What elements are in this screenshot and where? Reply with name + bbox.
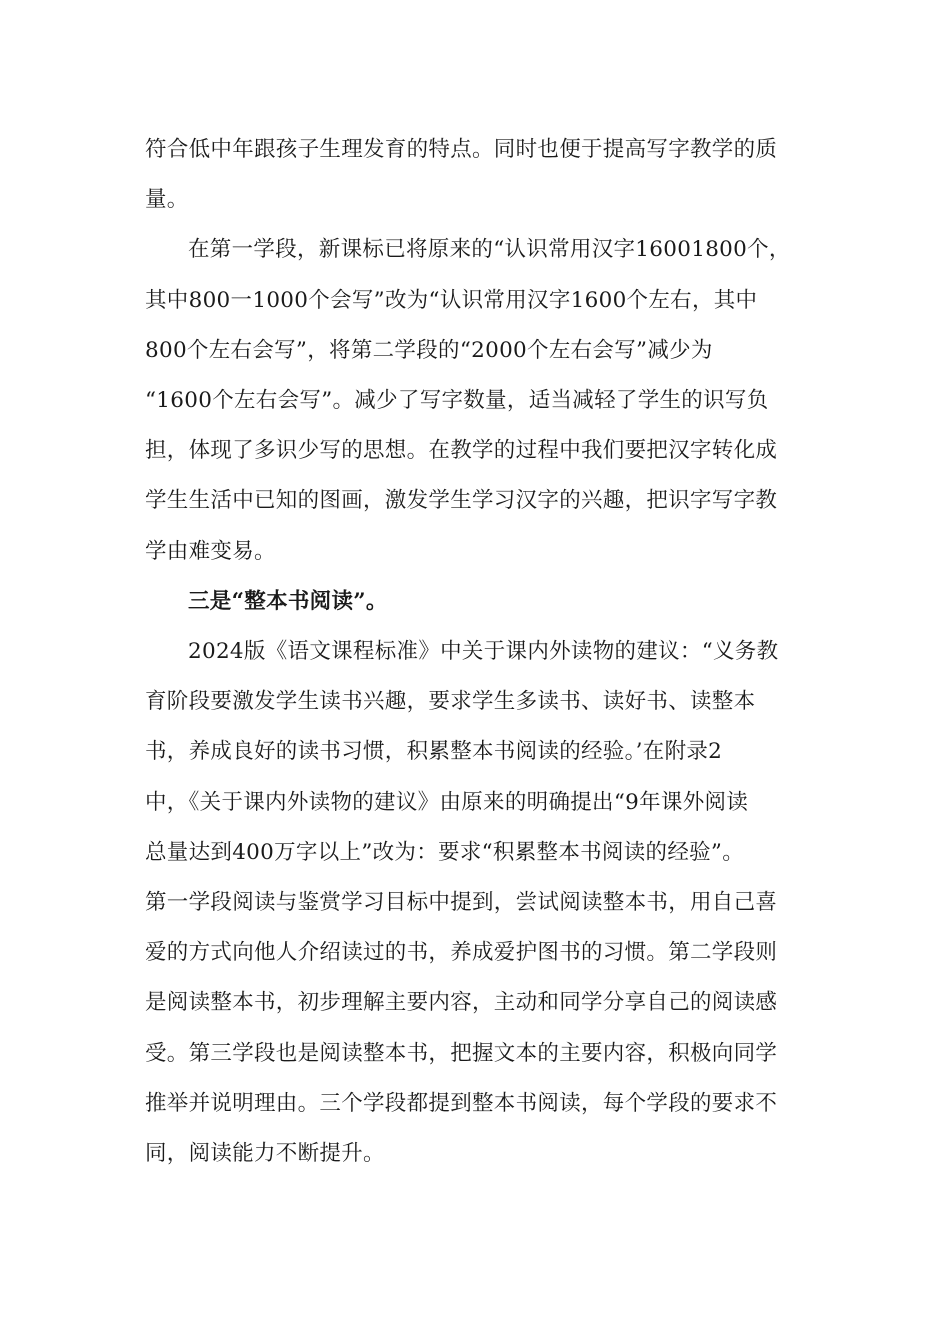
- text-line: 800个左右会写”，将第二学段的“2000个左右会写”减少为: [145, 338, 713, 363]
- text-line: 爱的方式向他人介绍读过的书，养成爱护图书的习惯。第二学段则: [145, 940, 778, 965]
- text-line: 是阅读整本书，初步理解主要内容，主动和同学分享自己的阅读感: [145, 990, 778, 1015]
- text-line: 同，阅读能力不断提升。: [145, 1141, 385, 1166]
- text-line: 学生生活中已知的图画，激发学生学习汉字的兴趣，把识字写字教: [145, 488, 778, 513]
- text-line: 第一学段阅读与鉴赏学习目标中提到，尝试阅读整本书，用自己喜: [145, 890, 778, 915]
- text-line: 量。: [145, 187, 189, 212]
- text-line: 学由难变易。: [145, 539, 276, 564]
- text-line: 育阶段要激发学生读书兴趣，要求学生多读书、读好书、读整本: [145, 689, 756, 714]
- text-line: 在第一学段，新课标已将原来的“认识常用汉字16001800个，: [188, 237, 791, 262]
- text-line: 担，体现了多识少写的思想。在教学的过程中我们要把汉字转化成: [145, 438, 778, 463]
- text-line: 其中800一1000个会写”改为“认识常用汉字1600个左右，其中: [145, 288, 758, 313]
- text-line: 受。第三学段也是阅读整本书，把握文本的主要内容，积极向同学: [145, 1041, 778, 1066]
- text-line: 推举并说明理由。三个学段都提到整本书阅读，每个学段的要求不: [145, 1091, 778, 1116]
- text-line: 2024版《语文课程标准》中关于课内外读物的建议：“义务教: [188, 639, 779, 664]
- text-line: 书，养成良好的读书习惯，积累整本书阅读的经验。’在附录2: [145, 739, 723, 764]
- section-heading: 三是“整本书阅读”。: [188, 589, 388, 614]
- text-line: 中，《关于课内外读物的建议》由原来的明确提出“9年课外阅读: [145, 790, 749, 815]
- text-line: 总量达到400万字以上”改为：要求“积累整本书阅读的经验”。: [145, 840, 745, 865]
- text-line: “1600个左右会写”。减少了写字数量，适当减轻了学生的识写负: [145, 388, 769, 413]
- text-line: 符合低中年跟孩子生理发育的特点。同时也便于提高写字教学的质: [145, 137, 778, 162]
